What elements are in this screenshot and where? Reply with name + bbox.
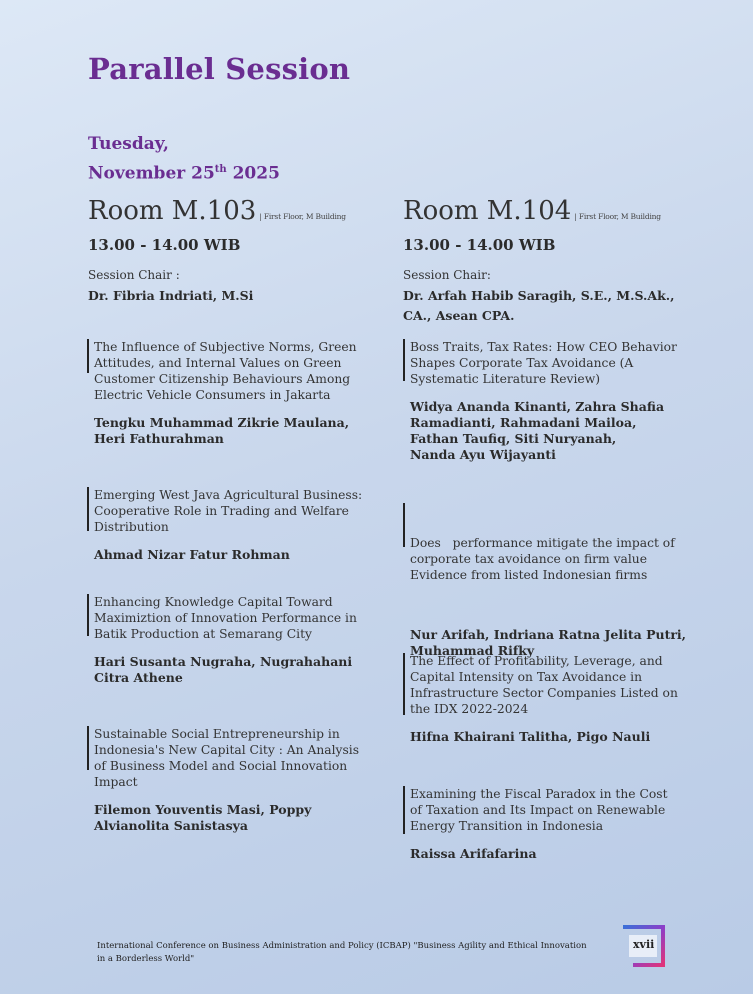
paper-title: Enhancing Knowledge Capital Toward Maximiztion of Innovation Performance in Batik Production at Semarang City <box>94 595 357 641</box>
page-number: xvii <box>633 938 655 951</box>
room-heading-m103 <box>88 196 346 226</box>
paper-authors: Ahmad Nizar Fatur Rohman <box>94 547 290 562</box>
divider <box>87 726 89 770</box>
paper-title: Emerging West Java Agricultural Business: Cooperative Role in Trading and Welfare Distribution <box>94 488 363 534</box>
session-full-date: November 25th 2025 <box>88 163 280 184</box>
session-time: 13.00 - 14.00 WIB <box>403 236 556 254</box>
page-number-badge <box>619 924 667 968</box>
session-day: Tuesday, <box>88 134 169 154</box>
session-chair-label: Session Chair: <box>403 268 491 282</box>
paper-title: Sustainable Social Entrepreneurship in Indonesia's New Capital City : An Analysis of Business Model and Social Innovation Impact <box>94 727 360 789</box>
page-title: Parallel Session <box>88 52 351 86</box>
paper-title: The Effect of Profitability, Leverage, and Capital Intensity on Tax Avoidance in Infrastructure Sector Companies Listed on the IDX 2022-2024 <box>410 654 678 716</box>
paper-entry <box>87 339 357 447</box>
paper-authors: Hifna Khairani Talitha, Pigo Nauli <box>410 729 651 744</box>
session-date <box>88 132 280 187</box>
divider <box>403 786 405 834</box>
paper-authors: Widya Ananda Kinanti, Zahra Shafia Ramadianti, Rahmadani Mailoa, Fathan Taufiq, Siti Nuryanah, Nanda Ayu Wijayanti <box>410 399 665 462</box>
divider <box>403 503 405 547</box>
session-chair-label: Session Chair : <box>88 268 180 282</box>
room-name: Room M.103 <box>88 196 257 226</box>
session-time: 13.00 - 14.00 WIB <box>88 236 241 254</box>
room-heading-m104 <box>403 196 661 226</box>
divider <box>403 653 405 715</box>
paper-entry <box>87 726 359 834</box>
session-chair-name: Dr. Fibria Indriati, M.Si <box>88 288 254 303</box>
paper-entry <box>403 653 678 745</box>
session-chair-name: Dr. Arfah Habib Saragih, S.E., M.S.Ak., CA., Asean CPA. <box>403 288 675 323</box>
paper-entry <box>403 503 686 659</box>
paper-title: The Influence of Subjective Norms, Green Attitudes, and Internal Values on Green Customer Citizenship Behaviours Among Electric Vehicle Consumers in Jakarta <box>94 340 357 402</box>
paper-authors: Nur Arifah, Indriana Ratna Jelita Putri, Muhammad Rifky <box>410 627 687 658</box>
paper-authors: Raissa Arifafarina <box>410 846 537 861</box>
paper-title: Examining the Fiscal Paradox in the Cost of Taxation and Its Impact on Renewable Energy Transition in Indonesia <box>410 787 668 833</box>
room-location-note: | First Floor, M Building <box>259 212 346 221</box>
divider <box>403 339 405 381</box>
paper-authors: Filemon Youventis Masi, Poppy Alvianolita Sanistasya <box>94 802 312 833</box>
room-name: Room M.104 <box>403 196 572 226</box>
divider <box>87 487 89 531</box>
paper-entry <box>403 786 668 862</box>
paper-entry <box>87 594 357 686</box>
paper-title: Does performance mitigate the impact of corporate tax avoidance on firm value Evidence from listed Indonesian firms <box>410 536 675 582</box>
footer-text: International Conference on Business Administration and Policy (ICBAP) "Business Agility and Ethical Innovation in a Borderless World" <box>97 941 587 964</box>
paper-title: Boss Traits, Tax Rates: How CEO Behavior Shapes Corporate Tax Avoidance (A Systematic Literature Review) <box>410 340 677 386</box>
paper-authors: Tengku Muhammad Zikrie Maulana, Heri Fathurahman <box>94 415 350 446</box>
divider <box>87 339 89 373</box>
divider <box>87 594 89 636</box>
paper-authors: Hari Susanta Nugraha, Nugrahahani Citra Athene <box>94 654 353 685</box>
paper-entry <box>87 487 362 563</box>
room-location-note: | First Floor, M Building <box>574 212 661 221</box>
paper-entry <box>403 339 677 463</box>
